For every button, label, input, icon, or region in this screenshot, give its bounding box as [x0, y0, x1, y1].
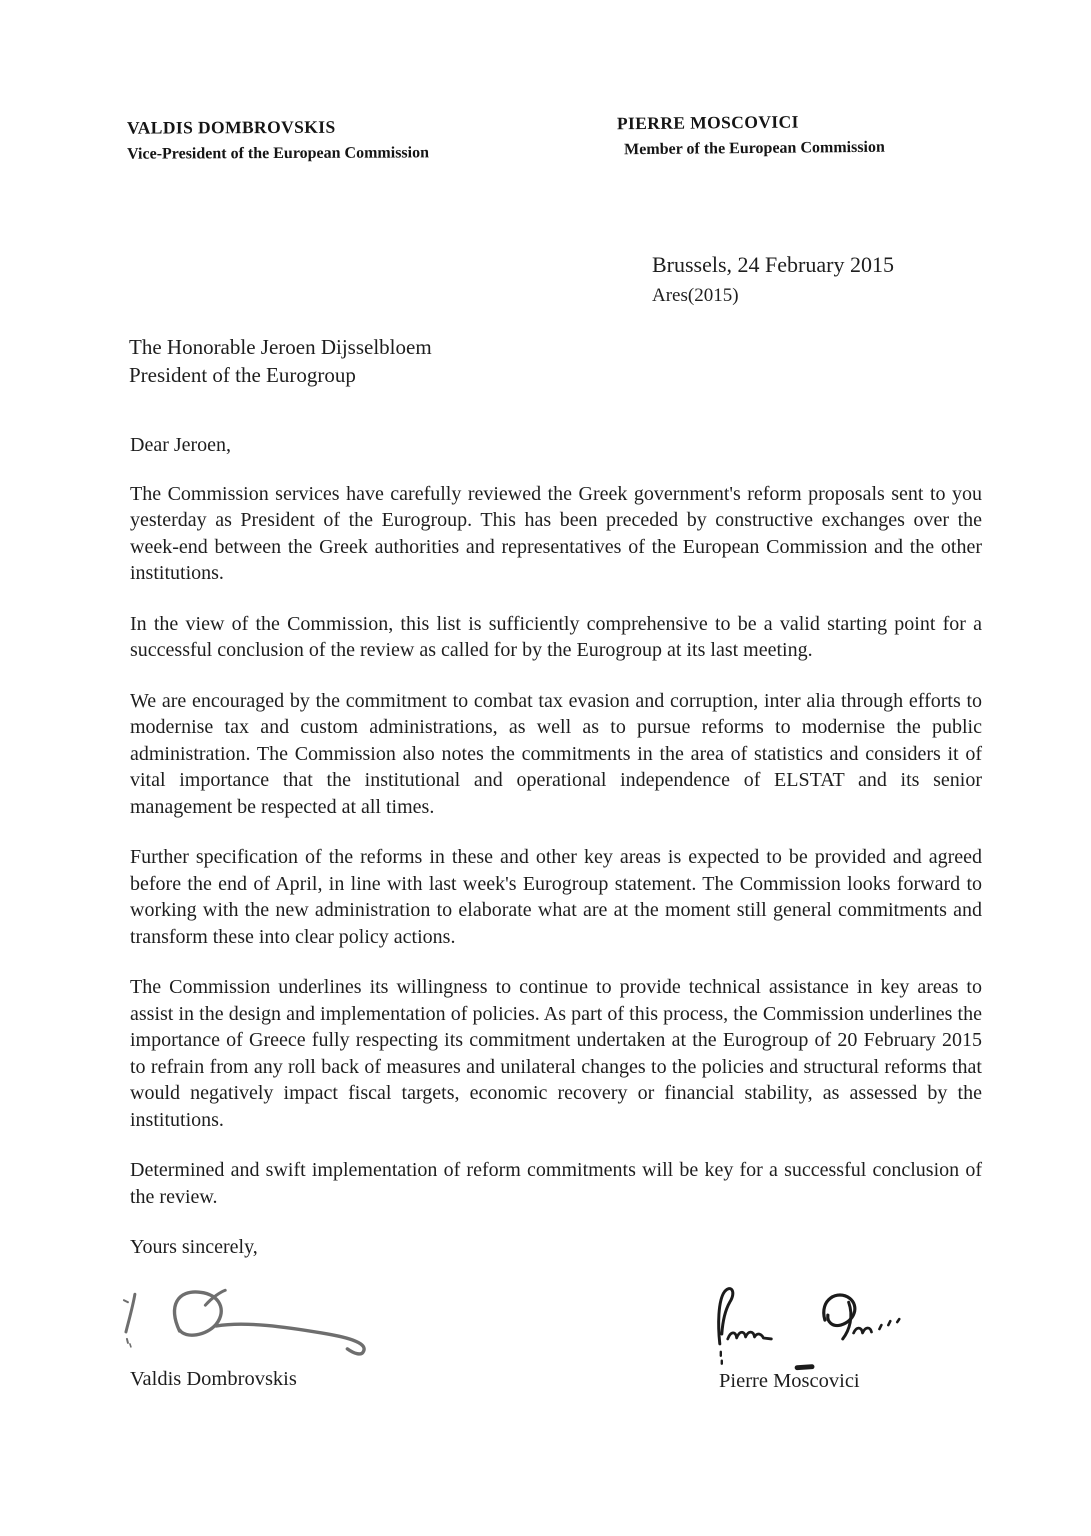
- paragraph-4: Further specification of the reforms in these and other key areas is expected to be provided and agreed before the end of April, in line with last week's Eurogroup statement. The Commission looks forward to working with the new administration to elaborate what are at the moment still general commitments and transform these into clear policy actions.: [130, 846, 982, 948]
- letter-body: [130, 432, 982, 1261]
- dombrovskis-signature-icon: [118, 1284, 396, 1374]
- paragraph-5: The Commission underlines its willingness to continue to provide technical assistance in key areas to assist in the design and implementation of policies. As part of this process, the Commission underlines the importance of Greece fully respecting its commitment undertaken at the Eurogroup of 20 February 2015 to refrain from any roll back of measures and unilateral changes to the policies and structural reforms that would negatively impact fiscal targets, economic recovery or financial stability, as assessed by the institutions.: [130, 976, 982, 1131]
- paragraph-1: The Commission services have carefully reviewed the Greek government's reform proposals sent to you yesterday as President of the Eurogroup. This has been preceded by constructive exchanges over the week-end between the Greek authorities and representatives of the European Commission and the other institutions.: [130, 482, 982, 584]
- sender-block-moscovici: [617, 111, 885, 160]
- sender-title: Vice-President of the European Commission: [127, 144, 430, 163]
- sender-block-dombrovskis: [127, 116, 429, 163]
- paragraph-6: Determined and swift implementation of reform commitments will be key for a successful conclusion of the review.: [130, 1159, 982, 1208]
- ares-reference: Ares(2015): [652, 285, 739, 306]
- sender-title: Member of the European Commission: [624, 138, 885, 159]
- salutation: Dear Jeroen,: [130, 434, 232, 456]
- recipient-title: President of the Eurogroup: [129, 363, 356, 387]
- dateline: [652, 252, 894, 307]
- place-and-date: Brussels, 24 February 2015: [652, 252, 894, 277]
- paragraph-3: We are encouraged by the commitment to combat tax evasion and corruption, inter alia through efforts to modernise tax and custom administrations, as well as to pursue reforms to modernise the public administration. The Commission also notes the commitments in the area of statistics and considers it of vital importance that the institutional and operational independence of ELSTAT and its senior management be respected at all times.: [130, 689, 982, 818]
- sender-name: PIERRE MOSCOVICI: [616, 111, 799, 134]
- sender-name: VALDIS DOMBROVSKIS: [126, 116, 336, 138]
- recipient-name: The Honorable Jeroen Dijsselbloem: [129, 335, 432, 359]
- recipient-block: [129, 333, 432, 389]
- printed-name-moscovici: Pierre Moscovici: [719, 1370, 860, 1392]
- printed-name-dombrovskis: Valdis Dombrovskis: [130, 1368, 297, 1390]
- moscovici-signature-icon: [698, 1282, 926, 1382]
- closing-phrase: Yours sincerely,: [130, 1236, 258, 1258]
- paragraph-2: In the view of the Commission, this list is sufficiently comprehensive to be a valid starting point for a successful conclusion of the review as called for by the Eurogroup at its last meeting.: [130, 612, 982, 661]
